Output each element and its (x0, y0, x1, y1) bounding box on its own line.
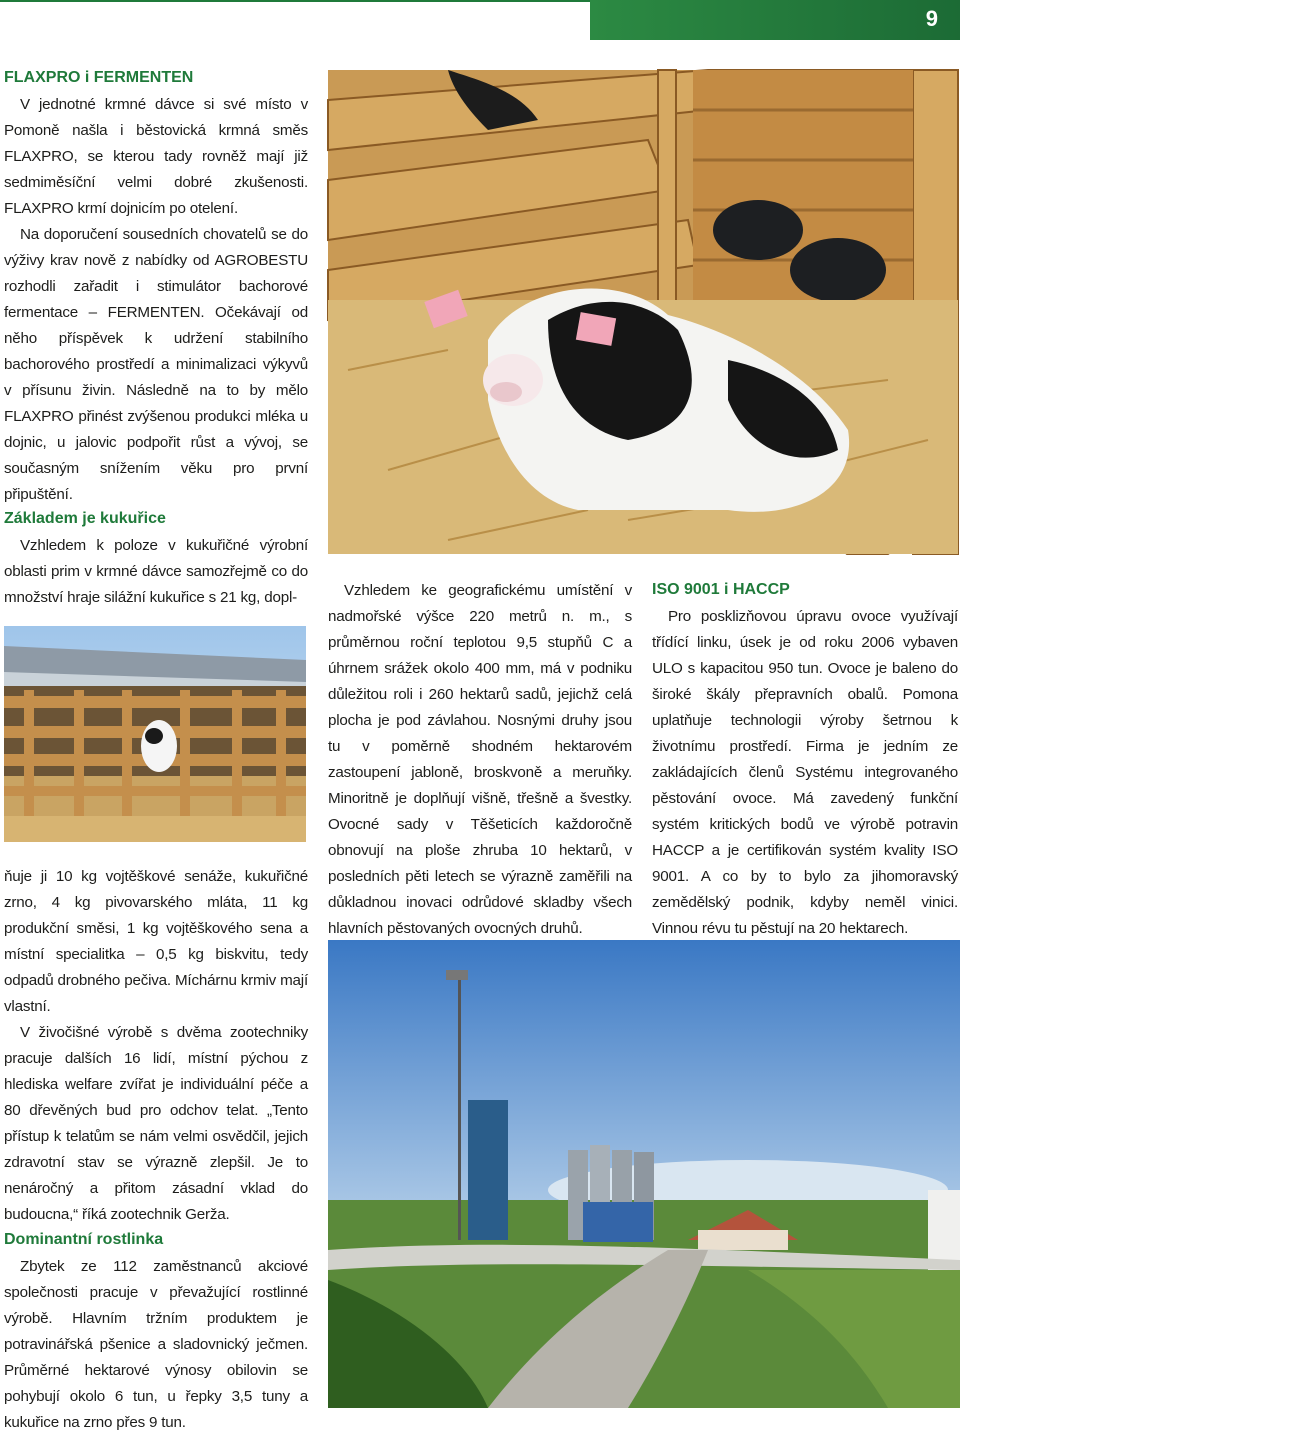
heading-iso: ISO 9001 i HACCP (652, 581, 790, 598)
paragraph: V živočišné výrobě s dvěma zootechniky pracuje dalších 16 lidí, místní pýchou z hlediska welfare zvířat je individuální péče a 80 dřevěných bud pro odchov telat. „Tento přístup k telatům se nám velmi osvědčil, jejich zdravotní stav se výrazně zlepšil. Je to nenáročný a přitom zásadní vklad do budoucna,“ říká zootechnik Gerža. (4, 1024, 308, 1223)
article-flaxpro (4, 66, 308, 508)
farm-photo (328, 940, 960, 1408)
heading-rostlinka: Dominantní rostlinka (4, 1231, 164, 1248)
article-rostlinka (4, 1228, 308, 1436)
paragraph: Na doporučení sousedních chovatelů se do výživy krav nově z nabídky od AGROBESTU rozhodli zařadit i stimulátor bachorové fermentace – FERMENTEN. Očekávají od něho příspěvek k udržení stabilního bachorového prostředí a minimalizaci výkyvů v přísunu živin. Následně na to by mělo FLAXPRO přinést zvýšenou produkci mléka u dojnic, u jalovic podpořit růst a vývoj, se současným snížením věku pro první připuštění. (4, 226, 308, 503)
paragraph: ňuje ji 10 kg vojtěškové senáže, kukuřičné zrno, 4 kg pivovarského mláta, 11 kg produkční směsi, 1 kg vojtěškového sena a místní specialitka – 0,5 kg biskvitu, tedy odpadů drobného pečiva. Míchárnu krmiv mají vlastní. (4, 868, 308, 1015)
section-header (590, 0, 1311, 73)
article-kukurice (4, 507, 308, 611)
article-kukurice-cont (4, 864, 308, 1228)
article-ovoce (328, 578, 632, 942)
heading-kukurice: Základem je kukuřice (4, 510, 166, 527)
paragraph: V jednotné krmné dávce si své místo v Pomoně našla i běstovická krmná směs FLAXPRO, se kterou tady rovněž mají již sedmiměsíční velmi dobré zkušenosti. FLAXPRO krmí dojnicím po otelení. (4, 96, 308, 217)
paragraph: Zbytek ze 112 zaměstnanců akciové společnosti pracuje v převažující rostlinné výrobě. Hlavním tržním produktem je potravinářská pšenice a sladovnický ječmen. Průměrné hektarové výnosy obilovin se pohybují okolo 6 tun, u řepky 3,5 tuny a kukuřice na zrno přes 9 tun. (4, 1258, 308, 1431)
calf-hutches-photo (4, 626, 306, 842)
paragraph: Vzhledem k poloze v kukuřičné výrobní oblasti prim v krmné dávce samozřejmě co do množství hraje silážní kukuřice s 21 kg, dopl- (4, 537, 308, 606)
heading-flaxpro: FLAXPRO i FERMENTEN (4, 69, 194, 86)
page-number: 9 (925, 6, 938, 31)
paragraph: Pro posklizňovou úpravu ovoce využívají třídící linku, úsek je od roku 2006 vybaven ULO s kapacitou 950 tun. Ovoce je baleno do široké škály přepravních obalů. Pomona uplatňuje technologii výroby šetrnou k životnímu prostředí. Firma je jedním ze zakládajících členů Systému integrovaného pěstování ovoce. Má zavedený funkční systém kritických bodů ve výrobě potravin HACCP a je certifikován systém kvality ISO 9001. A co by to bylo za jihomoravský zemědělský podnik, kdyby neměl vinici. Vinnou révu tu pěstují na 20 hektarech. (652, 608, 958, 937)
article-iso (652, 578, 958, 942)
section-title: ZKUŠENOSTI NAŠICH PARTNERŮ (1184, 8, 1311, 73)
paragraph: Vzhledem ke geografickému umístění v nadmořské výšce 220 metrů n. m., s průměrnou roční teplotou 9,5 stupňů C a úhrnem srážek okolo 400 mm, má v podniku důležitou roli i 260 hektarů sadů, jejichž celá plocha je pod závlahou. Nosnými druhy jsou tu v poměrně shodném hektarovém zastoupení jabloně, broskvoně a meruňky. Minoritně je doplňují višně, třešně a švestky. Ovocné sady v Těšeticích každoročně obnovují na ploše zhruba 10 hektarů, v posledních pěti letech se výrazně zaměřili na důkladnou inovaci odrůdové skladby všech hlavních pěstovaných ovocných druhů. (328, 582, 632, 937)
calf-photo (328, 70, 958, 554)
